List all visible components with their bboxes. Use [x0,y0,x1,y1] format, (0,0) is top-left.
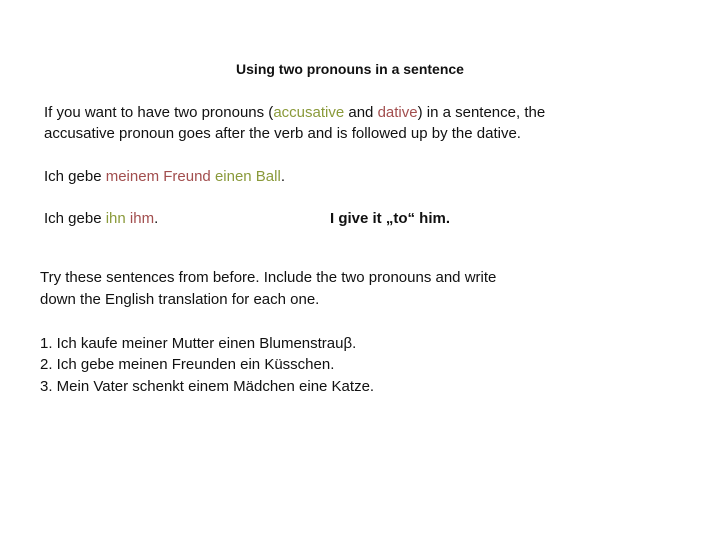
exercise-item: 1. Ich kaufe meiner Mutter einen Blumenstrauβ. [40,335,357,352]
example-sentence-2: Ich gebe ihn ihm. [44,210,159,227]
accusative-label: accusative [273,104,345,121]
exercise-item: 2. Ich gebe meinen Freunden ein Küsschen. [40,356,335,373]
dative-phrase: meinem Freund [105,168,211,185]
accusative-phrase: einen Ball [214,168,281,185]
example-translation: I give it „to“ him. [330,210,451,227]
example-text: Ich gebe [44,168,106,185]
page-title: Using two pronouns in a sentence [236,61,464,77]
dative-label: dative [377,104,418,121]
intro-text: and [344,104,378,121]
intro-line-1 [44,103,545,123]
intro-text: If you want to have two pronouns ( [44,104,274,121]
example-sentence-1: Ich gebe meinem Freund einen Ball. [44,168,285,185]
example-text: Ich gebe [44,210,106,227]
intro-line-2: accusative pronoun goes after the verb and is followed up by the dative. [44,125,521,142]
dative-pronoun: ihm [129,210,155,227]
instructions-line-2: down the English translation for each one. [40,291,320,308]
accusative-pronoun: ihn [105,210,126,227]
exercise-item: 3. Mein Vater schenkt einem Mädchen eine Katze. [40,378,375,395]
instructions-line-1: Try these sentences from before. Include the two pronouns and write [40,269,497,286]
intro-text: ) in a sentence, the [417,104,546,121]
